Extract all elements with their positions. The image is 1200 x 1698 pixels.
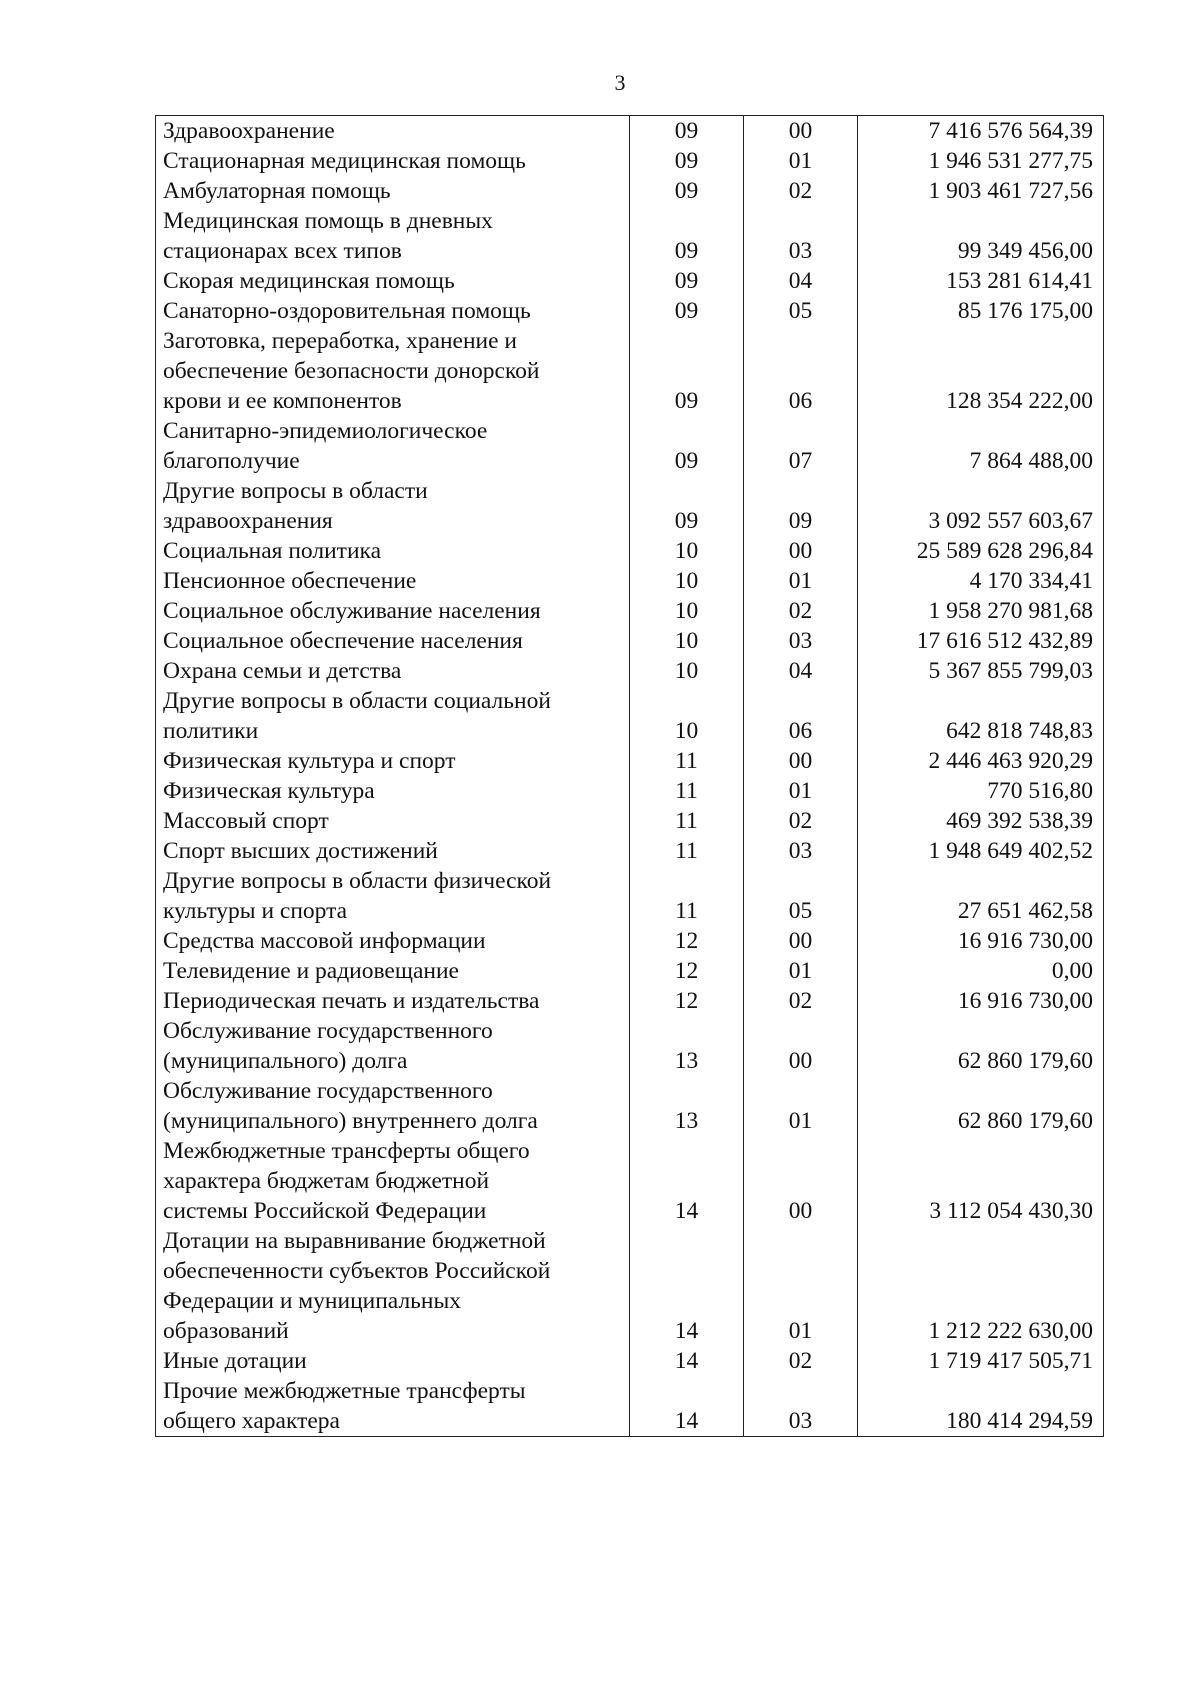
section-code-cell: 10 xyxy=(630,686,744,746)
expense-name-cell: Иные дотации xyxy=(156,1346,630,1376)
table-row xyxy=(156,956,1104,986)
section-code-cell: 09 xyxy=(630,146,744,176)
amount-cell: 7 864 488,00 xyxy=(858,416,1104,476)
subsection-code-cell: 02 xyxy=(744,806,858,836)
section-code-cell: 09 xyxy=(630,296,744,326)
table-row xyxy=(156,566,1104,596)
subsection-code-cell: 01 xyxy=(744,1076,858,1136)
section-code-cell: 13 xyxy=(630,1076,744,1136)
subsection-code-cell: 09 xyxy=(744,476,858,536)
amount-cell: 85 176 175,00 xyxy=(858,296,1104,326)
subsection-code-cell: 06 xyxy=(744,326,858,416)
section-code-cell: 12 xyxy=(630,926,744,956)
expense-name-cell: Средства массовой информации xyxy=(156,926,630,956)
table-row xyxy=(156,476,1104,536)
expense-name-cell: Межбюджетные трансферты общего характера бюджетам бюджетной системы Российской Федерации xyxy=(156,1136,630,1226)
table-row xyxy=(156,746,1104,776)
expense-name-cell: Стационарная медицинская помощь xyxy=(156,146,630,176)
subsection-code-cell: 01 xyxy=(744,566,858,596)
subsection-code-cell: 03 xyxy=(744,206,858,266)
section-code-cell: 11 xyxy=(630,746,744,776)
amount-cell: 153 281 614,41 xyxy=(858,266,1104,296)
section-code-cell: 09 xyxy=(630,416,744,476)
amount-cell: 4 170 334,41 xyxy=(858,566,1104,596)
expense-name-cell: Социальное обеспечение населения xyxy=(156,626,630,656)
table-row xyxy=(156,686,1104,746)
expense-name-cell: Скорая медицинская помощь xyxy=(156,266,630,296)
subsection-code-cell: 05 xyxy=(744,866,858,926)
table-row xyxy=(156,116,1104,147)
subsection-code-cell: 06 xyxy=(744,686,858,746)
expense-name-cell: Социальное обслуживание населения xyxy=(156,596,630,626)
subsection-code-cell: 02 xyxy=(744,596,858,626)
subsection-code-cell: 00 xyxy=(744,1016,858,1076)
subsection-code-cell: 05 xyxy=(744,296,858,326)
expense-name-cell: Обслуживание государственного (муниципального) долга xyxy=(156,1016,630,1076)
subsection-code-cell: 00 xyxy=(744,116,858,147)
expense-name-cell: Пенсионное обеспечение xyxy=(156,566,630,596)
section-code-cell: 12 xyxy=(630,956,744,986)
expense-name-cell: Физическая культура и спорт xyxy=(156,746,630,776)
expense-name-cell: Санаторно-оздоровительная помощь xyxy=(156,296,630,326)
amount-cell: 1 212 222 630,00 xyxy=(858,1226,1104,1346)
section-code-cell: 11 xyxy=(630,866,744,926)
amount-cell: 1 958 270 981,68 xyxy=(858,596,1104,626)
expense-name-cell: Обслуживание государственного (муниципального) внутреннего долга xyxy=(156,1076,630,1136)
subsection-code-cell: 00 xyxy=(744,926,858,956)
section-code-cell: 14 xyxy=(630,1376,744,1437)
section-code-cell: 09 xyxy=(630,326,744,416)
expense-name-cell: Заготовка, переработка, хранение и обеспечение безопасности донорской крови и ее компонентов xyxy=(156,326,630,416)
expense-name-cell: Санитарно-эпидемиологическое благополучие xyxy=(156,416,630,476)
expense-name-cell: Прочие межбюджетные трансферты общего характера xyxy=(156,1376,630,1437)
subsection-code-cell: 00 xyxy=(744,536,858,566)
subsection-code-cell: 01 xyxy=(744,776,858,806)
expense-name-cell: Периодическая печать и издательства xyxy=(156,986,630,1016)
subsection-code-cell: 01 xyxy=(744,146,858,176)
section-code-cell: 09 xyxy=(630,266,744,296)
amount-cell: 25 589 628 296,84 xyxy=(858,536,1104,566)
expense-name-cell: Другие вопросы в области физической культуры и спорта xyxy=(156,866,630,926)
amount-cell: 1 903 461 727,56 xyxy=(858,176,1104,206)
subsection-code-cell: 02 xyxy=(744,986,858,1016)
section-code-cell: 11 xyxy=(630,836,744,866)
expense-name-cell: Дотации на выравнивание бюджетной обеспеченности субъектов Российской Федерации и муниципальных образований xyxy=(156,1226,630,1346)
table-row xyxy=(156,926,1104,956)
amount-cell: 99 349 456,00 xyxy=(858,206,1104,266)
amount-cell: 0,00 xyxy=(858,956,1104,986)
expense-name-cell: Массовый спорт xyxy=(156,806,630,836)
table-row xyxy=(156,1376,1104,1437)
section-code-cell: 10 xyxy=(630,536,744,566)
section-code-cell: 14 xyxy=(630,1226,744,1346)
amount-cell: 3 092 557 603,67 xyxy=(858,476,1104,536)
amount-cell: 1 948 649 402,52 xyxy=(858,836,1104,866)
table-row xyxy=(156,296,1104,326)
subsection-code-cell: 02 xyxy=(744,176,858,206)
amount-cell: 469 392 538,39 xyxy=(858,806,1104,836)
subsection-code-cell: 01 xyxy=(744,956,858,986)
amount-cell: 1 719 417 505,71 xyxy=(858,1346,1104,1376)
expense-name-cell: Амбулаторная помощь xyxy=(156,176,630,206)
table-row xyxy=(156,1226,1104,1346)
table-row xyxy=(156,1016,1104,1076)
section-code-cell: 11 xyxy=(630,776,744,806)
table-row xyxy=(156,416,1104,476)
section-code-cell: 14 xyxy=(630,1136,744,1226)
subsection-code-cell: 03 xyxy=(744,836,858,866)
table-row xyxy=(156,176,1104,206)
subsection-code-cell: 00 xyxy=(744,1136,858,1226)
amount-cell: 1 946 531 277,75 xyxy=(858,146,1104,176)
expense-name-cell: Другие вопросы в области здравоохранения xyxy=(156,476,630,536)
amount-cell: 17 616 512 432,89 xyxy=(858,626,1104,656)
table-row xyxy=(156,776,1104,806)
budget-table xyxy=(155,115,1104,1437)
table-row xyxy=(156,596,1104,626)
section-code-cell: 10 xyxy=(630,566,744,596)
section-code-cell: 10 xyxy=(630,596,744,626)
amount-cell: 16 916 730,00 xyxy=(858,926,1104,956)
amount-cell: 770 516,80 xyxy=(858,776,1104,806)
section-code-cell: 10 xyxy=(630,626,744,656)
table-row xyxy=(156,326,1104,416)
table-row xyxy=(156,836,1104,866)
table-row xyxy=(156,266,1104,296)
subsection-code-cell: 03 xyxy=(744,1376,858,1437)
amount-cell: 180 414 294,59 xyxy=(858,1376,1104,1437)
section-code-cell: 09 xyxy=(630,116,744,147)
subsection-code-cell: 04 xyxy=(744,266,858,296)
section-code-cell: 11 xyxy=(630,806,744,836)
subsection-code-cell: 00 xyxy=(744,746,858,776)
amount-cell: 16 916 730,00 xyxy=(858,986,1104,1016)
subsection-code-cell: 04 xyxy=(744,656,858,686)
budget-table-body xyxy=(156,116,1104,1437)
subsection-code-cell: 01 xyxy=(744,1226,858,1346)
section-code-cell: 14 xyxy=(630,1346,744,1376)
expense-name-cell: Физическая культура xyxy=(156,776,630,806)
section-code-cell: 13 xyxy=(630,1016,744,1076)
amount-cell: 128 354 222,00 xyxy=(858,326,1104,416)
table-row xyxy=(156,206,1104,266)
amount-cell: 3 112 054 430,30 xyxy=(858,1136,1104,1226)
amount-cell: 27 651 462,58 xyxy=(858,866,1104,926)
expense-name-cell: Здравоохранение xyxy=(156,116,630,147)
section-code-cell: 12 xyxy=(630,986,744,1016)
section-code-cell: 09 xyxy=(630,176,744,206)
amount-cell: 7 416 576 564,39 xyxy=(858,116,1104,147)
subsection-code-cell: 07 xyxy=(744,416,858,476)
expense-name-cell: Социальная политика xyxy=(156,536,630,566)
expense-name-cell: Медицинская помощь в дневных стационарах всех типов xyxy=(156,206,630,266)
table-row xyxy=(156,1076,1104,1136)
expense-name-cell: Телевидение и радиовещание xyxy=(156,956,630,986)
amount-cell: 5 367 855 799,03 xyxy=(858,656,1104,686)
table-row xyxy=(156,536,1104,566)
table-row xyxy=(156,626,1104,656)
subsection-code-cell: 02 xyxy=(744,1346,858,1376)
amount-cell: 2 446 463 920,29 xyxy=(858,746,1104,776)
table-row xyxy=(156,1346,1104,1376)
table-row xyxy=(156,986,1104,1016)
table-row xyxy=(156,806,1104,836)
subsection-code-cell: 03 xyxy=(744,626,858,656)
expense-name-cell: Другие вопросы в области социальной политики xyxy=(156,686,630,746)
table-row xyxy=(156,1136,1104,1226)
table-row xyxy=(156,146,1104,176)
section-code-cell: 09 xyxy=(630,476,744,536)
table-row xyxy=(156,866,1104,926)
page-number: 3 xyxy=(614,70,626,95)
section-code-cell: 09 xyxy=(630,206,744,266)
expense-name-cell: Спорт высших достижений xyxy=(156,836,630,866)
amount-cell: 62 860 179,60 xyxy=(858,1076,1104,1136)
section-code-cell: 10 xyxy=(630,656,744,686)
amount-cell: 62 860 179,60 xyxy=(858,1016,1104,1076)
expense-name-cell: Охрана семьи и детства xyxy=(156,656,630,686)
table-row xyxy=(156,656,1104,686)
amount-cell: 642 818 748,83 xyxy=(858,686,1104,746)
